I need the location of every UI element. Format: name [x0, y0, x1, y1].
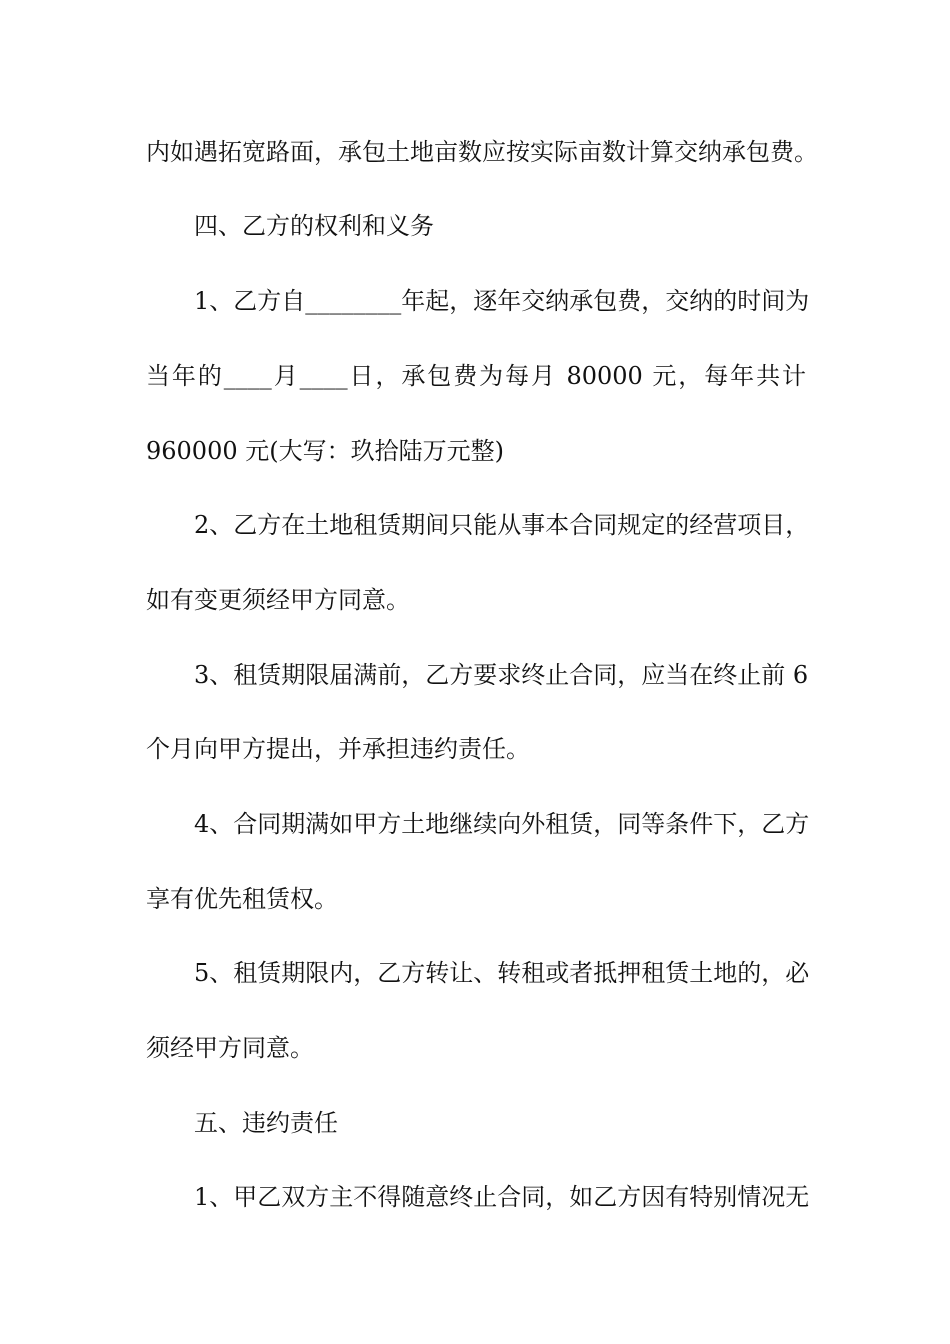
text-line-15: 1、甲乙双方主不得随意终止合同，如乙方因有特别情况无: [194, 1183, 810, 1211]
text-line-9: 个月向甲方提出，并承担违约责任。: [146, 735, 530, 763]
text-line-6: 2、乙方在土地租赁期间只能从事本合同规定的经营项目，: [194, 511, 810, 539]
text-line-4: 当年的____月____日，承包费为每月 80000 元，每年共计: [146, 362, 806, 390]
text-line-1: 内如遇拓宽路面，承包土地亩数应按实际亩数计算交纳承包费。: [146, 138, 818, 166]
text-line-11: 享有优先租赁权。: [146, 885, 338, 913]
text-line-8: 3、租赁期限届满前，乙方要求终止合同，应当在终止前 6: [194, 661, 809, 689]
section-heading-5: 五、违约责任: [194, 1109, 338, 1137]
text-line-13: 须经甲方同意。: [146, 1034, 314, 1062]
text-line-3: 1、乙方自________年起，逐年交纳承包费，交纳的时间为: [194, 287, 810, 315]
text-line-7: 如有变更须经甲方同意。: [146, 586, 410, 614]
text-line-5: 960000 元(大写：玖拾陆万元整): [146, 437, 504, 465]
section-heading-4: 四、乙方的权利和义务: [194, 212, 434, 240]
text-line-12: 5、租赁期限内，乙方转让、转租或者抵押租赁土地的，必: [194, 959, 810, 987]
text-line-10: 4、合同期满如甲方土地继续向外租赁，同等条件下，乙方: [194, 810, 810, 838]
